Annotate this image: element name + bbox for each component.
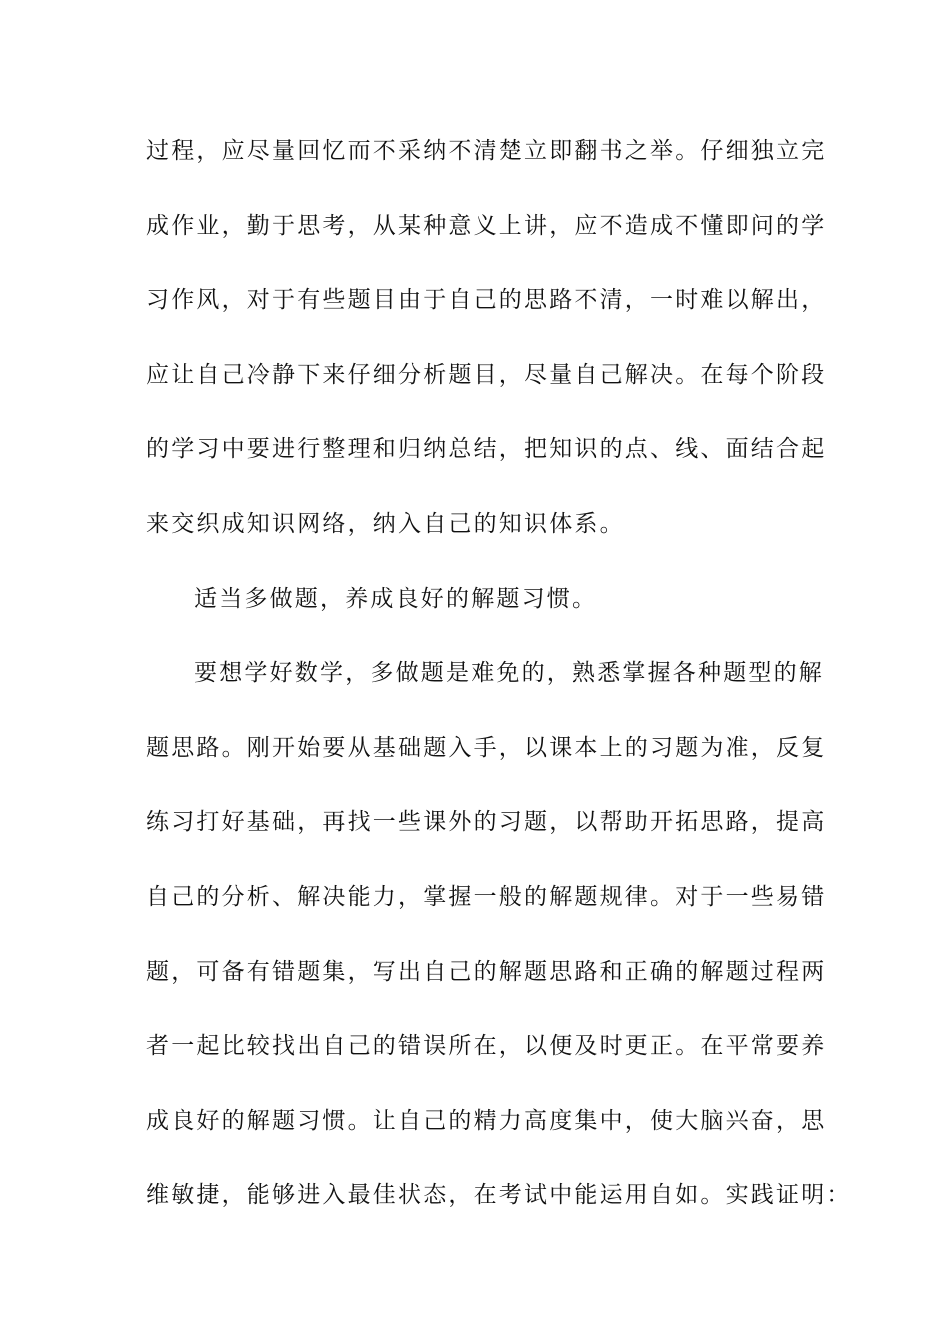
paragraph-line: 成作业，勤于思考，从某种意义上讲，应不造成不懂即问的学 xyxy=(146,212,827,239)
paragraph-line: 练习打好基础，再找一些课外的习题，以帮助开拓思路，提高 xyxy=(146,809,827,836)
paragraph-line: 的学习中要进行整理和归纳总结，把知识的点、线、面结合起 xyxy=(146,436,827,463)
paragraph-line: 题，可备有错题集，写出自己的解题思路和正确的解题过程两 xyxy=(146,958,827,985)
paragraph-line: 过程，应尽量回忆而不采纳不清楚立即翻书之举。仔细独立完 xyxy=(146,138,827,164)
paragraph-line: 自己的分析、解决能力，掌握一般的解题规律。对于一些易错 xyxy=(146,883,827,910)
paragraph-line: 习作风，对于有些题目由于自己的思路不清，一时难以解出， xyxy=(146,287,827,314)
paragraph-line: 者一起比较找出自己的错误所在，以便及时更正。在平常要养 xyxy=(146,1033,827,1060)
body-text xyxy=(146,131,852,1250)
paragraph-line: 来交织成知识网络，纳入自己的知识体系。 xyxy=(146,510,625,537)
paragraph-line: 要想学好数学，多做题是难免的，熟悉掌握各种题型的解 xyxy=(194,660,824,687)
section-heading: 适当多做题，养成良好的解题习惯。 xyxy=(194,585,598,612)
paragraph-line: 维敏捷，能够进入最佳状态，在考试中能运用自如。实践证明： xyxy=(146,1182,852,1209)
paragraph-line: 成良好的解题习惯。让自己的精力高度集中，使大脑兴奋，思 xyxy=(146,1107,827,1134)
paragraph-line: 应让自己冷静下来仔细分析题目，尽量自己解决。在每个阶段 xyxy=(146,361,827,388)
paragraph-line: 题思路。刚开始要从基础题入手，以课本上的习题为准，反复 xyxy=(146,734,827,761)
